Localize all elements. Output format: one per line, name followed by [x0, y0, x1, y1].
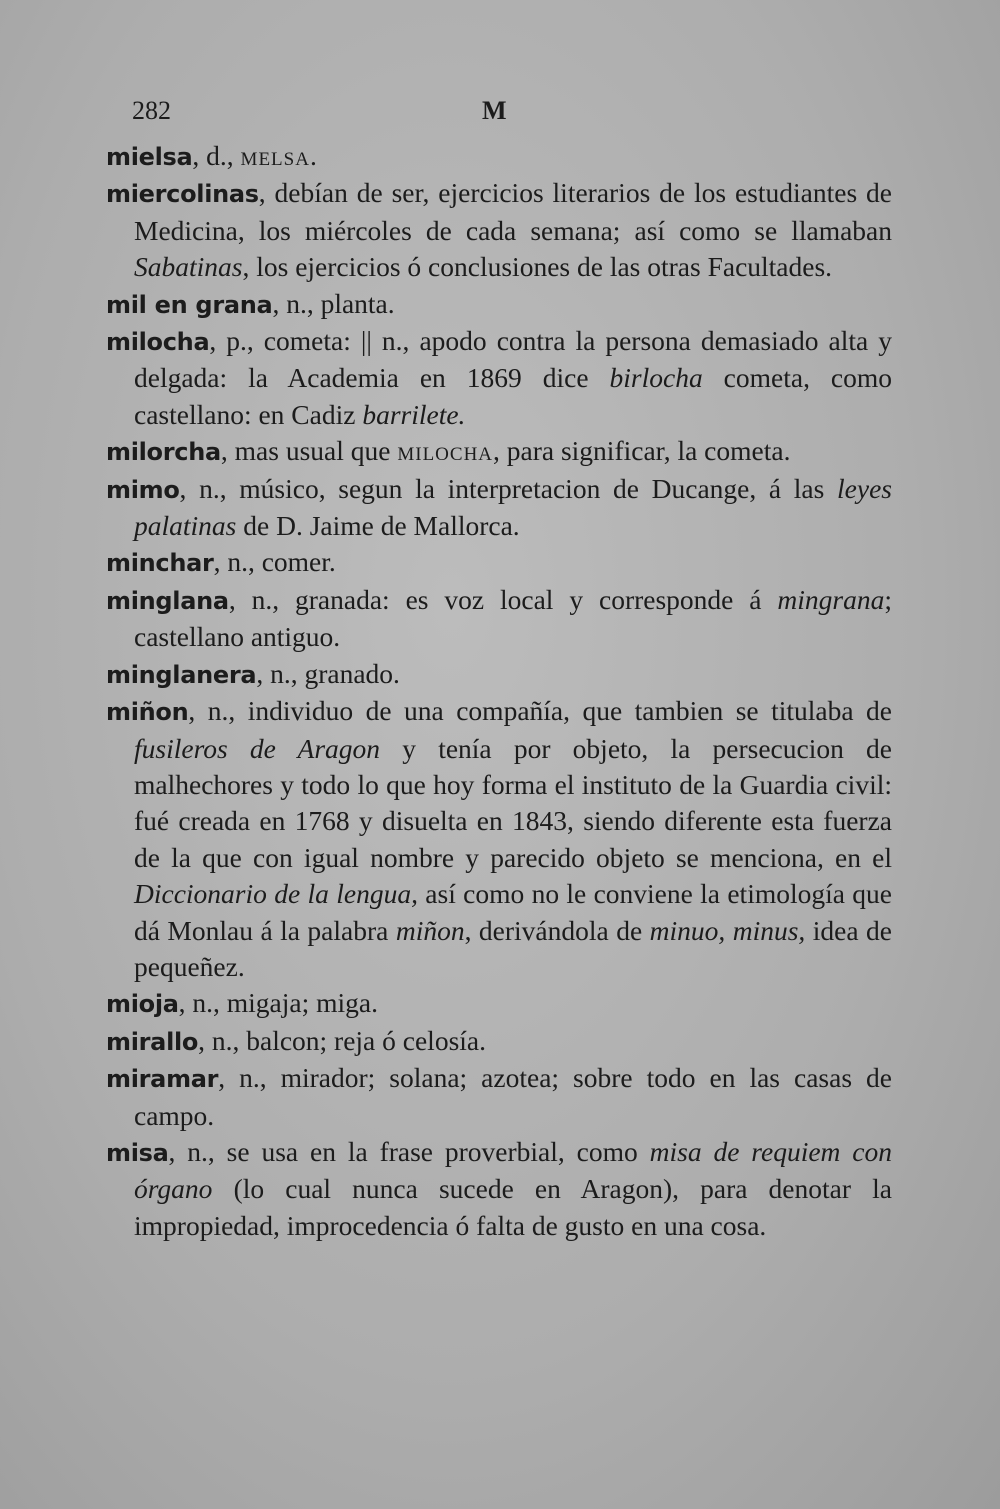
running-head [0, 96, 1000, 132]
entry-headword: misa [106, 1138, 169, 1167]
entry-text: , debían de ser, ejercicios literarios de los estudiantes de Medicina, los miércoles de cada semana; así como se llamaban [134, 177, 892, 246]
entry-headword: mielsa [106, 143, 193, 171]
entry-text: y tenía por objeto, la persecucion de malhechores y todo lo que hoy forma el instituto de la Guardia civil: fué creada en 1768 y disuelta en 1843, siendo diferente esta fuerza de la que con igual nombre y parecido objeto se menciona, en el [134, 732, 892, 873]
entry-italic-text: miñon [395, 914, 465, 946]
entry-headword: minglanera [106, 660, 257, 689]
entry-italic-text: misa de requiem con órgano [134, 1135, 892, 1205]
dictionary-entry [106, 286, 892, 323]
dictionary-entry [106, 582, 892, 656]
entry-text: , p., cometa: || n., apodo contra la persona demasiado alta y delgada: la Academia en 1869 dice [134, 325, 892, 394]
entry-text: , n., granada: es voz local y corresponde á [228, 583, 778, 615]
entry-headword: mirallo [106, 1027, 199, 1056]
entry-headword: mioja [106, 990, 179, 1019]
entry-text: , n., planta. [272, 287, 395, 319]
page-number: 282 [132, 96, 171, 125]
entry-text: , los ejercicios ó conclusiones de las otras Facultades. [242, 251, 833, 283]
entry-text: , n., granado. [256, 657, 400, 689]
dictionary-entry [106, 323, 892, 433]
entry-text: , d., [192, 140, 241, 171]
dictionary-entry [106, 471, 892, 545]
entry-headword: minglana [106, 586, 229, 615]
entry-text: así como no le conviene la etimología que dá Monlau á la palabra [134, 878, 892, 946]
section-letter: M [482, 96, 507, 125]
entry-text: , derivándola de [464, 914, 650, 946]
dictionary-entry [106, 1023, 892, 1060]
entry-text: (lo cual nunca sucede en Aragon), para denotar la impropiedad, improcedencia ó falta de gusto en una cosa. [134, 1173, 892, 1241]
dictionary-entry [106, 1060, 892, 1134]
dictionary-entry [106, 175, 892, 285]
entry-italic-text: barrilete. [362, 398, 466, 430]
entry-text: cometa, como castellano: en Cadiz [134, 362, 893, 430]
entry-headword: miñon [106, 698, 189, 727]
entry-italic-text: Diccionario de la lengua, [134, 878, 418, 910]
entry-text: , n., mirador; solana; azotea; sobre todo en las casas de campo. [134, 1062, 892, 1131]
entry-headword: minchar [106, 549, 214, 578]
entry-text: idea de pequeñez. [134, 914, 892, 982]
dictionary-entry [106, 544, 892, 581]
dictionary-entry [106, 1134, 892, 1244]
dictionary-entry [106, 656, 892, 693]
entry-italic-text: minuo, minus, [649, 914, 806, 946]
entry-text: , n., se usa en la frase proverbial, como [168, 1135, 650, 1167]
entry-text: , n., individuo de una compañía, que tambien se titulaba de [188, 695, 892, 727]
entry-headword: miercolinas [106, 180, 259, 209]
entry-text: , n., migaja; miga. [178, 987, 378, 1019]
entry-text: , para significar, la cometa. [493, 435, 791, 467]
entries-list [106, 138, 892, 1244]
entry-headword: milocha [106, 328, 210, 357]
entry-text: , n., balcon; reja ó celosía. [198, 1024, 486, 1056]
dictionary-entry [106, 433, 892, 470]
entry-text: ; castellano antiguo. [134, 583, 892, 653]
entry-headword: milorcha [106, 438, 221, 467]
entry-text: , n., músico, segun la interpretacion de Ducange, á las [179, 472, 838, 504]
entry-text: , n., comer. [213, 546, 336, 578]
entry-headword: mimo [106, 475, 180, 504]
dictionary-entry [106, 138, 892, 175]
dictionary-entry [106, 693, 892, 985]
entry-cross-reference: melsa. [240, 140, 318, 171]
entry-italic-text: Sabatinas [134, 251, 243, 283]
entry-italic-text: fusileros de Aragon [134, 732, 381, 764]
entry-cross-reference: milocha [397, 435, 494, 467]
entry-headword: miramar [106, 1065, 219, 1094]
entry-headword: mil en grana [106, 290, 273, 319]
entry-italic-text: leyes palatinas [134, 472, 892, 542]
entry-italic-text: mingrana [777, 583, 885, 615]
entry-italic-text: birlocha [609, 362, 703, 394]
entry-text: , mas usual que [220, 435, 398, 467]
entry-text: de D. Jaime de Mallorca. [236, 510, 520, 542]
dictionary-entry [106, 985, 892, 1022]
